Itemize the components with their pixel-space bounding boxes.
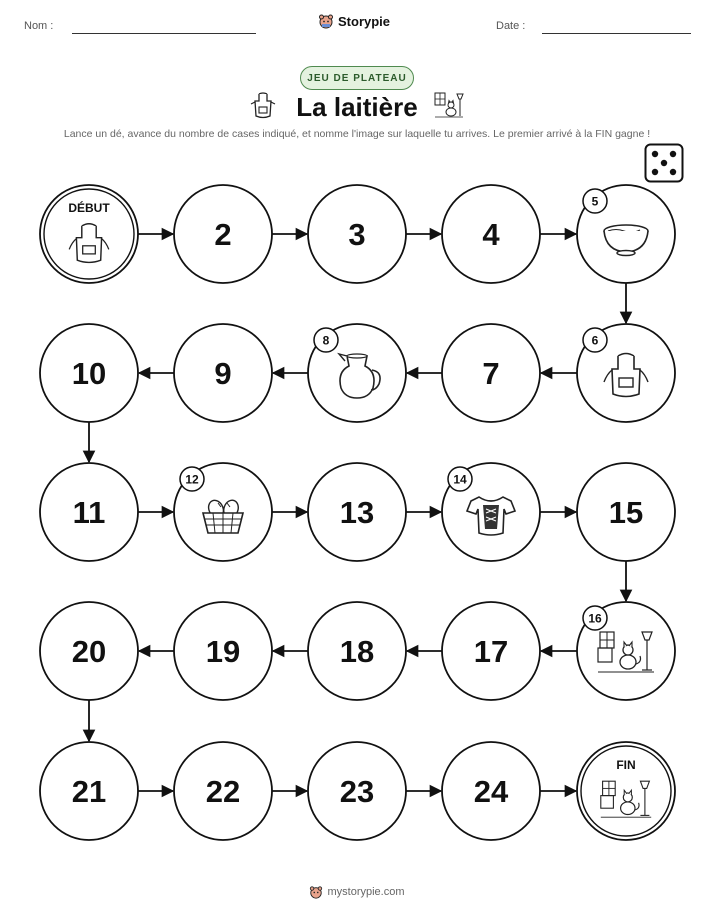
board-space-16 [577,602,675,700]
date-label: Date : [496,20,526,32]
board-space-11 [40,463,138,561]
brand-name: Storypie [338,13,391,29]
footer-url: mystorypie.com [327,886,405,898]
space-number: 24 [473,774,509,809]
board-space-6 [577,324,675,422]
board-space-23 [308,742,406,840]
board-space-4 [442,185,540,283]
page-title: La laitière [296,92,418,122]
board-space-10 [40,324,138,422]
category-badge: JEU DE PLATEAU [300,66,414,90]
space-number: 23 [339,774,375,809]
storypie-mascot-icon [309,885,323,899]
space-number: 9 [214,356,232,391]
footer [0,885,714,899]
start-space [40,185,138,283]
space-number: 7 [482,356,500,391]
space-number-badge: 14 [453,472,467,487]
space-number: 20 [71,634,107,669]
space-number-badge: 16 [588,611,602,626]
board-space-5 [577,185,675,283]
finish-label: FIN [616,758,636,772]
start-label: DÉBUT [68,201,110,215]
space-number-badge: 5 [591,194,599,209]
board-space-2 [174,185,272,283]
space-number: 3 [348,217,366,252]
instructions-text: Lance un dé, avance du nombre de cases indiqué, et nomme l'image sur laquelle tu arrives. Le premier arrivé à la FIN gagne ! [63,128,651,140]
space-number: 10 [71,356,107,391]
space-number: 17 [473,634,509,669]
board-space-17 [442,602,540,700]
board-space-15 [577,463,675,561]
space-number: 15 [608,495,644,530]
name-label: Nom : [24,20,54,32]
board-space-19 [174,602,272,700]
space-number-badge: 6 [591,333,599,348]
board-space-12 [174,463,272,561]
space-number: 22 [205,774,241,809]
space-number: 13 [339,495,375,530]
board-space-18 [308,602,406,700]
board-space-13 [308,463,406,561]
board-space-7 [442,324,540,422]
board-space-20 [40,602,138,700]
space-number: 18 [339,634,375,669]
board-space-21 [40,742,138,840]
board-space-9 [174,324,272,422]
finish-space [577,742,675,840]
board-space-22 [174,742,272,840]
space-number: 2 [214,217,232,252]
board-space-8 [308,324,406,422]
board-space-14 [442,463,540,561]
space-number: 21 [71,774,107,809]
space-number-badge: 8 [322,333,330,348]
board-space-24 [442,742,540,840]
space-number: 11 [72,495,106,530]
board-space-3 [308,185,406,283]
space-number: 19 [205,634,241,669]
space-number: 4 [482,217,500,252]
space-number-badge: 12 [185,472,199,487]
